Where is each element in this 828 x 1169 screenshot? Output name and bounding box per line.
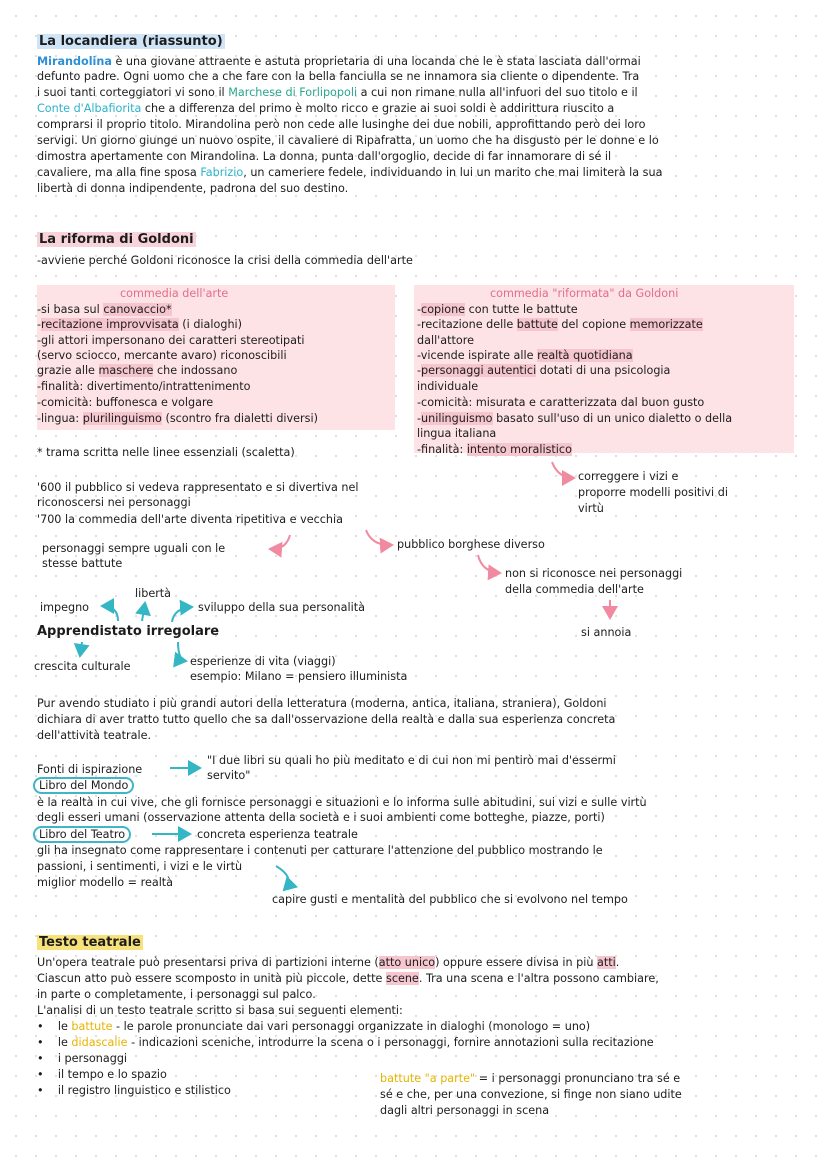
commedia-arte-header: commedia dell'arte	[120, 287, 229, 300]
personaggi-uguali: personaggi sempre uguali con le	[42, 542, 226, 555]
arrow-to-liberta	[142, 603, 145, 621]
esempio-milano: esempio: Milano = pensiero illuminista	[190, 670, 408, 683]
list-item: • le didascalie - indicazioni sceniche, introdurre la scena o i personaggi, fornire annotazioni sulla recitazione	[37, 1036, 654, 1049]
name-conte: Conte d'Albafiorita	[37, 102, 142, 115]
summary-title: La locandiera (riassunto)	[39, 34, 223, 49]
teatro-desc-2: passioni, i sentimenti, i vizi e le virtù	[37, 860, 243, 873]
non-riconosce: non si riconosce nei personaggi	[505, 567, 683, 580]
teatro-desc-1: gli ha insegnato come rappresentare i contenuti per catturare l'attenzione del pubblico mostrando le	[37, 844, 603, 857]
canovaccio-note: * trama scritta nelle linee essenziali (scaletta)	[37, 446, 295, 459]
liberta-label: libertà	[135, 587, 172, 600]
name-fabrizio: Fabrizio	[200, 166, 244, 179]
name-marchese: Marchese di Forlipopoli	[228, 86, 358, 99]
riforma-title: La riforma di Goldoni	[39, 232, 194, 247]
arrow-to-personaggi-uguali	[270, 535, 290, 549]
testo-teatrale-title: Testo teatrale	[39, 935, 141, 950]
list-item: • i personaggi	[37, 1052, 128, 1065]
list-item: • il registro linguistico e stilistico	[37, 1084, 231, 1097]
quote-line-1: "I due libri su quali ho più meditato e di cui non mi pentirò mai d'essermi	[207, 754, 616, 767]
arrow-to-impegno	[102, 606, 118, 621]
mondo-desc-2: degli esseri umani (osservazione attenta della società e i suoi ambienti come botteghe, piazze, porti)	[37, 811, 605, 824]
crescita-label: crescita culturale	[34, 660, 131, 673]
impegno-label: impegno	[40, 601, 90, 614]
stesse-battute: stesse battute	[42, 557, 123, 570]
esperienze-label: esperienze di vita (viaggi)	[190, 655, 336, 668]
sviluppo-label: sviluppo della sua personalità	[198, 601, 365, 614]
mondo-desc-1: è la realtà in cui vive, che gli fornisce personaggi e situazioni e lo informa sulle abitudini, sui vizi e sulle virtù	[37, 796, 647, 809]
arrow-to-borghese	[366, 530, 392, 545]
libro-mondo-label: Libro del Mondo	[37, 779, 134, 793]
quote-line-2: servito"	[207, 769, 251, 782]
name-mirandolina: Mirandolina	[37, 55, 112, 68]
pubblico-borghese: pubblico borghese diverso	[397, 538, 545, 551]
settecento-text: '700 la commedia dell'arte diventa ripetitiva e vecchia	[37, 513, 343, 526]
non-riconosce-2: della commedia dell'arte	[505, 583, 644, 596]
list-item: • il tempo e lo spazio	[37, 1068, 167, 1081]
arrow-to-non-riconosce	[478, 555, 500, 573]
si-annoia: si annoia	[581, 626, 632, 639]
miglior-modello: miglior modello = realtà	[37, 876, 174, 889]
list-item: • le battute - le parole pronunciate dai vari personaggi organizzate in dialoghi (monologo = uno)	[37, 1020, 591, 1033]
apprendistato-title: Apprendistato irregolare	[37, 624, 220, 639]
commedia-riformata-header: commedia "riformata" da Goldoni	[490, 287, 679, 300]
seicento-text: '600 il pubblico si vedeva rappresentato e si divertiva nel	[37, 481, 359, 494]
riforma-intro: -avviene perché Goldoni riconosce la crisi della commedia dell'arte	[37, 254, 413, 267]
seicento-text-2: riconoscersi nei personaggi	[37, 496, 191, 509]
teatro-esperienza: concreta esperienza teatrale	[197, 828, 358, 841]
arrow-to-esperienze	[178, 642, 186, 661]
libro-teatro-label: Libro del Teatro	[37, 828, 131, 842]
arrow-to-crescita	[80, 642, 82, 656]
arrow-to-correggere	[552, 462, 574, 478]
capire-gusti: capire gusti e mentalità del pubblico che si evolvono nel tempo	[272, 893, 628, 906]
arrow-to-capire	[276, 866, 289, 890]
arrow-to-sviluppo	[172, 607, 192, 622]
fonti-label: Fonti di ispirazione	[37, 763, 143, 776]
